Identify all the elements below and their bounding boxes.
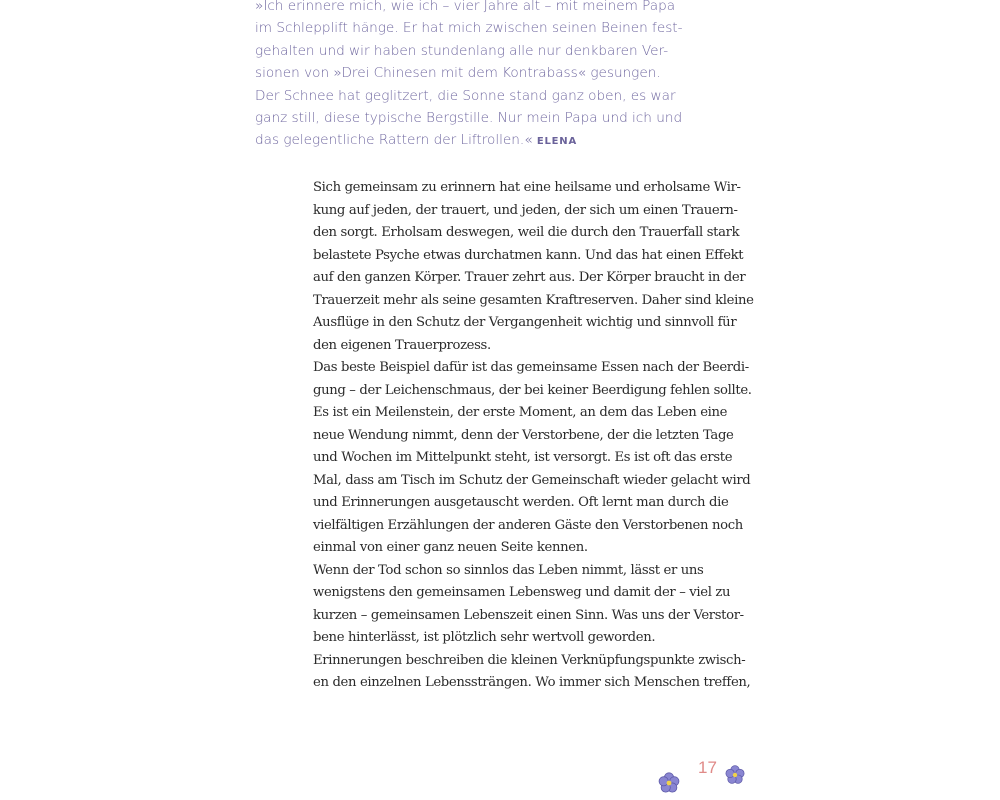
body-line: kung auf jeden, der trauert, und jeden, der sich um einen Trauern- [313,202,738,218]
body-line: den sorgt. Erholsam deswegen, weil die durch den Trauerfall stark [313,225,740,240]
body-line: Wenn der Tod schon so sinnlos das Leben nimmt, lässt er uns [313,562,704,578]
body-line: kurzen – gemeinsamen Lebenszeit einen Sinn. Was uns der Verstor- [313,607,744,623]
quote-line: ganz still, diese typische Bergstille. Nur mein Papa und ich und [255,110,683,127]
pull-quote [255,0,685,154]
body-line: belastete Psyche etwas durchatmen kann. Und das hat einen Effekt [313,247,744,263]
body-line: Sich gemeinsam zu erinnern hat eine heilsame und erholsame Wir- [313,180,741,195]
body-line: Mal, dass am Tisch im Schutz der Gemeinschaft wieder gelacht wird [313,472,751,488]
body-line: Es ist ein Meilenstein, der erste Moment, an dem das Leben eine [313,405,728,420]
body-line: wenigstens den gemeinsamen Lebensweg und damit der – viel zu [313,585,731,600]
body-line: Trauerzeit mehr als seine gesamten Kraftreserven. Daher sind kleine [313,292,754,308]
body-line: auf den ganzen Körper. Trauer zehrt aus. Der Körper braucht in der [313,270,746,285]
body-line: und Wochen im Mittelpunkt steht, ist versorgt. Es ist oft das erste [313,450,733,465]
quote-line: im Schlepplift hänge. Er hat mich zwischen seinen Beinen fest- [255,20,683,37]
body-line: bene hinterlässt, ist plötzlich sehr wertvoll geworden. [313,630,656,645]
body-line: und Erinnerungen ausgetauscht werden. Oft lernt man durch die [313,495,729,510]
body-line: Ausflüge in den Schutz der Vergangenheit wichtig und sinnvoll für [313,315,737,330]
flower-center [667,781,672,786]
flower-center [733,773,737,777]
quote-line: gehalten und wir haben stundenlang alle nur denkbaren Ver- [255,42,669,59]
quote-line: Der Schnee hat geglitzert, die Sonne stand ganz oben, es war [255,87,676,104]
body-line: den eigenen Trauerprozess. [313,337,491,353]
flower-petal [726,769,734,777]
quote-author: ELENA [536,136,577,148]
body-line: vielfältigen Erzählungen der anderen Gäste den Verstorbenen noch [313,517,743,533]
forget-me-not-icon [724,764,746,786]
body-line: neue Wendung nimmt, denn der Verstorbene, der die letzten Tage [313,427,734,443]
body-line: en den einzelnen Lebenssträngen. Wo immer sich Menschen treffen, [313,675,751,690]
quote-line: »Ich erinnere mich, wie ich – vier Jahre alt – mit meinem Papa [255,0,676,14]
body-line: gung – der Leichenschmaus, der bei keiner Beerdigung fehlen sollte. [313,382,752,398]
quote-text: das gelegentliche Rattern der Liftrollen.« [255,132,533,149]
forget-me-not-icon [657,771,681,795]
page-number: 17 [698,758,717,777]
body-text [313,177,754,695]
body-line: Das beste Beispiel dafür ist das gemeinsame Essen nach der Beerdi- [313,360,749,375]
flower-petal [659,777,668,786]
body-line: Erinnerungen beschreiben die kleinen Verknüpfungspunkte zwisch- [313,652,746,668]
quote-line: sionen von »Drei Chinesen mit dem Kontrabass« gesungen. [255,65,661,82]
quote-line-last [255,129,685,153]
body-line: einmal von einer ganz neuen Seite kennen. [313,540,588,555]
